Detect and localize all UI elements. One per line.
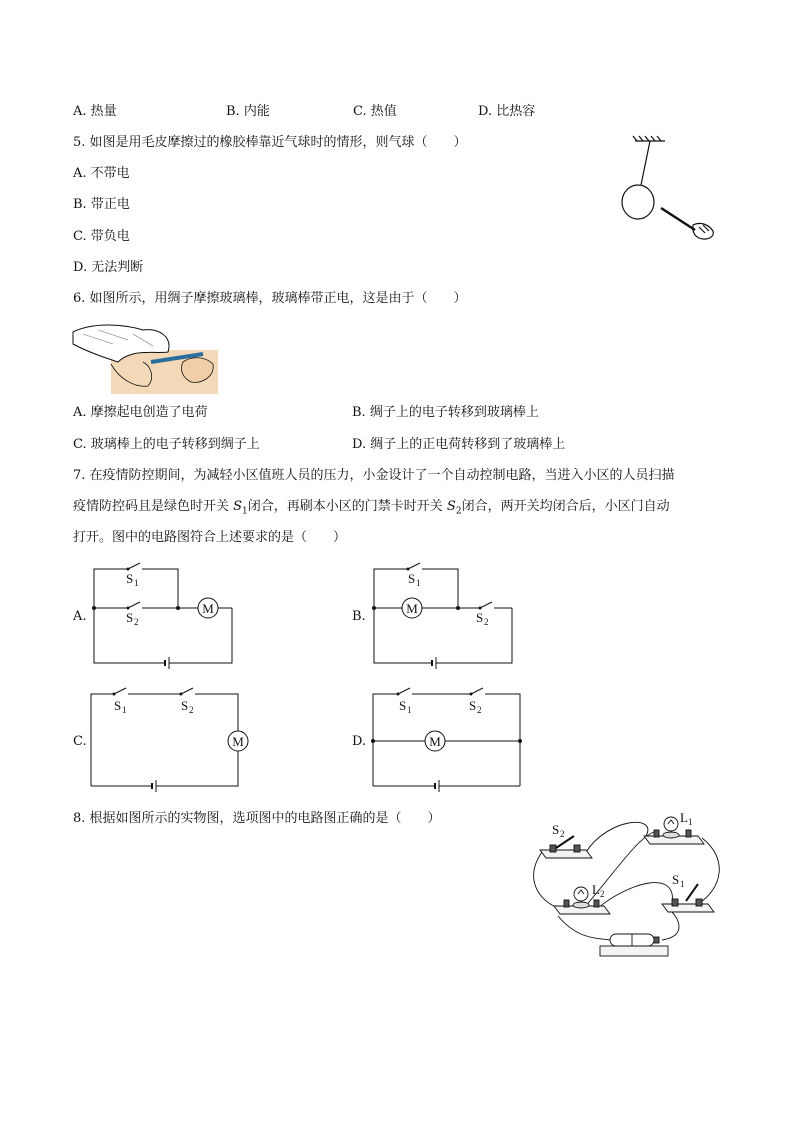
q6-option-d: D. 绸子上的正电荷转移到了玻璃棒上 [352, 437, 566, 452]
q4-option-a: A. 热量 [73, 104, 117, 119]
svg-text:2: 2 [484, 617, 489, 627]
q7-stem-line2: 疫情防控码且是绿色时开关 $S_1$闭合，再刷本小区的门禁卡时开关 $S_2$闭合，两开关均闭合后，小区门自动 [73, 499, 670, 517]
svg-text:S: S [181, 698, 189, 713]
q8-stem: 8. 根据如图所示的实物图，选项图中的电路图正确的是（ ） [73, 811, 441, 826]
svg-text:M: M [232, 734, 244, 749]
circuit-diagram-a [88, 562, 238, 668]
svg-text:M: M [406, 601, 418, 616]
svg-text:S: S [126, 610, 134, 625]
q4-option-b: B. 内能 [226, 104, 270, 119]
balloon-rod-figure [615, 135, 725, 245]
physical-circuit-figure [528, 808, 728, 960]
q5-option-c: C. 带负电 [73, 229, 130, 244]
svg-text:2: 2 [560, 829, 565, 839]
q7-stem-line3: 打开。图中的电路图符合上述要求的是（ ） [73, 530, 347, 545]
svg-text:S: S [672, 872, 680, 887]
q6-option-a: A. 摩擦起电创造了电荷 [73, 405, 208, 420]
q6-stem: 6. 如图所示，用绸子摩擦玻璃棒，玻璃棒带正电，这是由于（ ） [73, 291, 467, 306]
q4-option-c: C. 热值 [353, 104, 397, 119]
svg-text:1: 1 [122, 705, 127, 715]
svg-text:S: S [408, 571, 416, 586]
q5-option-d: D. 无法判断 [73, 260, 144, 275]
svg-text:1: 1 [407, 705, 412, 715]
q5-option-b: B. 带正电 [73, 197, 130, 212]
circuit-diagram-b [368, 562, 518, 668]
q4-option-d: D. 比热容 [478, 104, 536, 119]
svg-text:2: 2 [134, 617, 139, 627]
svg-text:1: 1 [416, 578, 421, 588]
q7-option-d-letter: D. [352, 734, 367, 749]
circuit-diagram-d [368, 686, 523, 792]
svg-text:M: M [202, 601, 214, 616]
svg-text:M: M [429, 734, 441, 749]
svg-text:2: 2 [477, 705, 482, 715]
svg-text:2: 2 [189, 705, 194, 715]
svg-text:L: L [592, 882, 600, 897]
circuit-diagram-c [88, 686, 243, 792]
q7-option-a-letter: A. [73, 609, 87, 624]
q6-option-b: B. 绸子上的电子转移到玻璃棒上 [352, 405, 539, 420]
svg-text:L: L [680, 810, 688, 825]
svg-text:S: S [476, 610, 484, 625]
svg-text:1: 1 [134, 578, 139, 588]
svg-text:S: S [126, 571, 134, 586]
svg-text:2: 2 [600, 889, 605, 899]
svg-text:S: S [469, 698, 477, 713]
q7-stem-line1: 7. 在疫情防控期间，为减轻小区值班人员的压力，小金设计了一个自动控制电路，当进入小区的人员扫描 [73, 468, 675, 483]
svg-text:S: S [114, 698, 122, 713]
q7-option-c-letter: C. [73, 734, 87, 749]
q6-option-c: C. 玻璃棒上的电子转移到绸子上 [73, 437, 260, 452]
q5-stem: 5. 如图是用毛皮摩擦过的橡胶棒靠近气球时的情形，则气球（ ） [73, 135, 467, 150]
svg-text:S: S [399, 698, 407, 713]
q7-option-b-letter: B. [352, 609, 366, 624]
silk-glass-rod-figure [73, 322, 218, 394]
q5-option-a: A. 不带电 [73, 166, 130, 181]
svg-text:S: S [552, 822, 560, 837]
svg-text:1: 1 [680, 879, 685, 889]
svg-text:1: 1 [688, 817, 693, 827]
